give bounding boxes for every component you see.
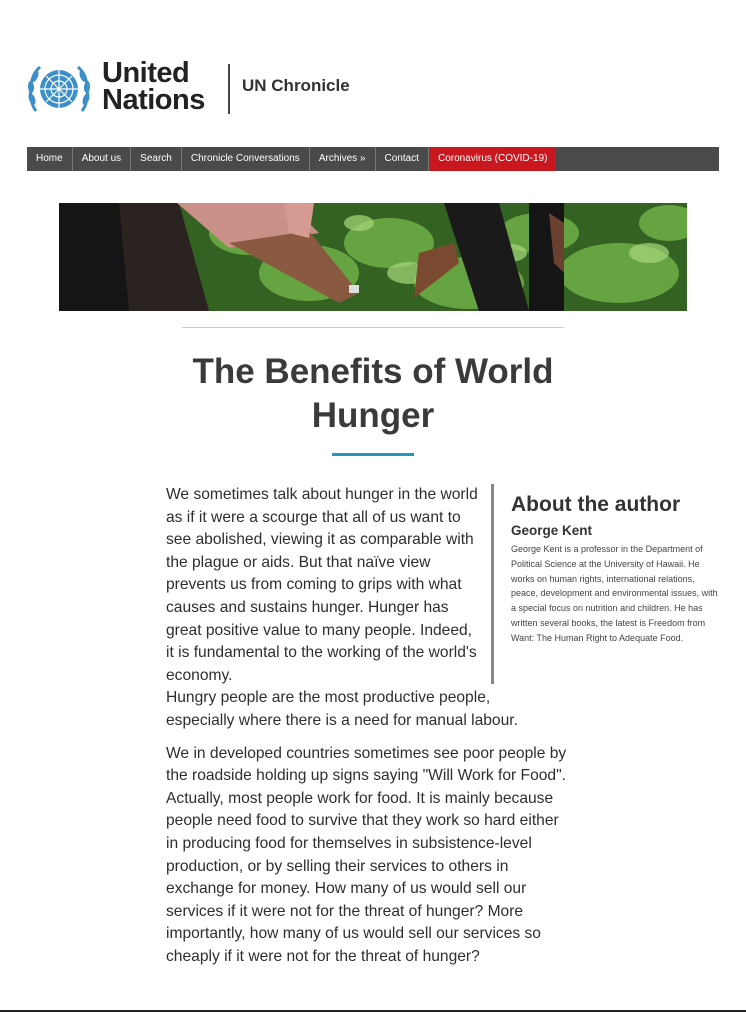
title-top-rule [182,327,564,328]
nav-item-archives[interactable]: Archives » [310,147,376,171]
page-title: The Benefits of World Hunger [192,352,554,435]
site-header [26,56,426,126]
nav-item-contact[interactable]: Contact [376,147,429,171]
article-paragraph-1-continued: Hungry people are the most productive people, especially where there is a need for manual labour. [166,689,518,729]
author-bio: George Kent is a professor in the Department of Political Science at the University of Hawaii. He works on human rights, international relations, peace, development and environmental issues, with a special focus on nutrition and children. He has written several books, the latest is Freedom from Want: The Human Right to Adequate Food. [511,544,718,643]
nav-item-home[interactable]: Home [27,147,73,171]
article-paragraph-2: We in developed countries sometimes see poor people by the roadside holding up signs saying "Will Work for Food". Actually, most people work for food. It is mainly because people need food to survive that they work so hard either in producing food for themselves in subsistence-level production, or by selling their services to others in exchange for money. How many of us would sell our services if it were not for the threat of hunger? More importantly, how many of us would sell our services so cheaply if it were not for the threat of hunger? [166,744,567,965]
nav-item-chronicle-conversations[interactable]: Chronicle Conversations [182,147,310,171]
nav-item-coronavirus[interactable]: Coronavirus (COVID-19) [429,147,556,171]
logo-divider [228,64,230,114]
hero-image [59,203,687,311]
article-paragraph-1: We sometimes talk about hunger in the world as if it were a scourge that all of us want to see abolished, viewing it as comparable with the plague or aids. But that naïve view prevents us from coming to grips with what causes and sustains hunger. Hunger has great positive value to many people. Indeed, it is fundamental to the working of the world's economy. [166,486,478,684]
bottom-divider [0,1010,746,1012]
un-wordmark-line1: United [102,57,190,89]
title-accent-bar [332,453,414,456]
nav-item-about[interactable]: About us [73,147,131,171]
author-name: George Kent [511,523,593,538]
un-emblem-icon[interactable] [26,59,92,119]
author-sidebar [491,484,721,684]
main-nav [27,147,719,171]
author-heading: About the author [511,493,681,516]
un-wordmark-line2: Nations [102,84,205,116]
un-wordmark[interactable] [102,57,205,116]
site-name[interactable]: UN Chronicle [242,76,350,95]
nav-item-search[interactable]: Search [131,147,182,171]
